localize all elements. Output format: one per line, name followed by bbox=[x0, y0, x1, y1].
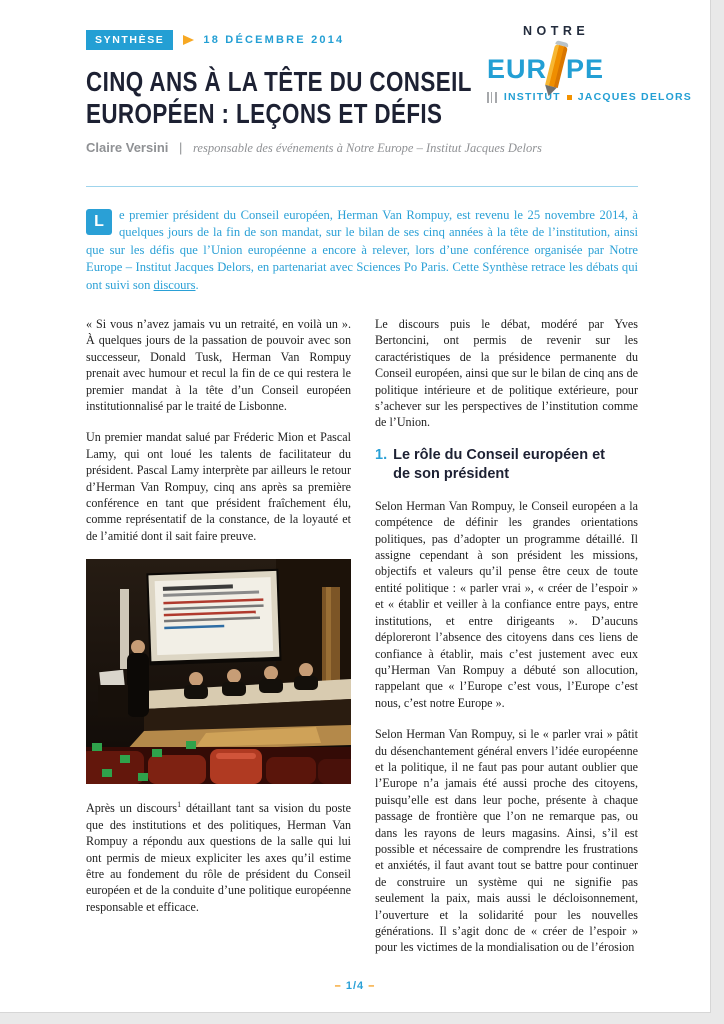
panelist-head bbox=[227, 669, 241, 683]
panelist-body bbox=[222, 682, 246, 696]
section-number: 1. bbox=[375, 446, 388, 463]
speaker-body bbox=[127, 653, 149, 717]
author-line bbox=[86, 140, 638, 156]
left-paragraph-3-text: Après un discours bbox=[86, 801, 178, 816]
separator-line bbox=[86, 186, 638, 187]
logo-jacques-delors-text: JACQUES DELORS bbox=[577, 91, 692, 103]
dropcap: L bbox=[86, 209, 112, 235]
conference-photo-image bbox=[86, 559, 351, 784]
left-column bbox=[86, 316, 351, 971]
panelist-body bbox=[259, 679, 283, 693]
left-paragraph-1: « Si vous n’avez jamais vu un retraité, en voilà un ». À quelques jours de la passation de pouvoir avec son successeur, Donald Tusk, Herman Van Rompuy prenait avec humour et recul la fin de ce qui restera le premier mandat à la tête d’un Conseil européen institutionnalisé par le traité de Lisbonne. bbox=[86, 317, 351, 414]
left-paragraph-3-text-cont: détaillant tant sa vision du poste que des institutions et des politiques, Herman Van Rompuy a répondu aux questions de la salle qui lui ont permis de mieux expliciter les axes qu’il estime être au fondement du rôle de président du Conseil européen et de la conduite d’une politique européenne responsable et efficace. bbox=[86, 801, 351, 914]
left-paragraph-2: Un premier mandat salué par Fréderic Mion et Pascal Lamy, qui ont loué les talents de facilitateur du président. Pascal Lamy interprète par ailleurs le retour d’Herman Van Rompuy, cinq ans après sa première conférence en tant que président fraîchement élu, comme représentatif de la constance, de la loyauté et de l’amitié dont il sait faire preuve. bbox=[86, 430, 351, 543]
page-number: 1/4 bbox=[345, 980, 365, 992]
orange-square-icon bbox=[567, 95, 572, 100]
intro-paragraph bbox=[86, 207, 638, 295]
author-role: responsable des événements à Notre Europe – Institut Jacques Delors bbox=[193, 140, 542, 155]
right-column bbox=[375, 316, 638, 971]
page-title bbox=[86, 66, 566, 130]
arrow-icon bbox=[183, 35, 194, 45]
red-chair bbox=[148, 755, 206, 784]
author-name: Claire Versini bbox=[86, 139, 169, 155]
panelist-head bbox=[189, 672, 203, 686]
logo-institut-text: INSTITUT bbox=[503, 91, 561, 103]
footnote-marker: 1 bbox=[177, 800, 182, 810]
intro-text-end: . bbox=[195, 277, 199, 292]
logo-notre-text: NOTRE bbox=[523, 24, 590, 38]
green-tag bbox=[102, 769, 112, 777]
panelist-body bbox=[184, 685, 208, 699]
green-tag bbox=[152, 749, 162, 757]
page-title-line1: CINQ ANS À LA TÊTE DU CONSEIL bbox=[86, 65, 472, 97]
speaker-head bbox=[131, 640, 145, 654]
footer-dash-left: – bbox=[334, 980, 342, 992]
right-paragraph-2: Selon Herman Van Rompuy, le Conseil européen a la compétence de définir les grandes orientations politiques, pas d’adopter un programme détaillé. Il assigne cependant à son président les missions, objectifs et valeurs qu’il pense être ceux de toute entité politique : « parler vrai », « créer de l’espoir » et « établir et veiller à la confiance entre pays, entre institutions, et entre dirigeants ». D’aucuns déploreront l’absence des citoyens dans ces liens de confiance à établir, mais c’est justement avec eux qu’Herman Van Rompuy a débuté son allocution, rappelant que « l’Europe c’est vous, l’Europe c’est nous, c’est notre Europe ». bbox=[375, 498, 638, 710]
section-heading-1 bbox=[375, 446, 638, 484]
author-separator: | bbox=[179, 139, 183, 155]
panelist-head bbox=[299, 663, 313, 677]
logo-europe-right: PE bbox=[566, 54, 605, 84]
green-tag bbox=[120, 755, 130, 763]
right-paragraph-3: Selon Herman Van Rompuy, si le « parler vrai » pâtit du désenchantement général envers l’idée européenne et la politique, il ne faut pas pour autant oublier que l’Europe n’a jamais été aussi proche des citoyens, puisqu’elle est dans leur poche, présente à chaque passage de frontière que l’on ne remarque pas, ou dans les rayons de leurs magasins. Ainsi, s’il est possible et nécessaire de comprendre les frustrations et anxiétés, il faut avant tout se battre pour continuer de construire un système qui ne signifie pas seulement la paix, mais aussi le décloisonnement, l’ouverture et la solidarité pour les nouvelles générations. Il s’agit donc de « créer de l’espoir » pour les victimes de la mondialisation ou de l’érosion bbox=[375, 727, 638, 955]
green-tag bbox=[138, 773, 148, 781]
logo-europe-left: EUR bbox=[487, 54, 548, 84]
red-chair bbox=[266, 757, 316, 784]
panelist-body bbox=[294, 676, 318, 690]
conference-photo bbox=[86, 559, 351, 784]
footer-dash-right: – bbox=[368, 980, 376, 992]
audience-chairs bbox=[86, 747, 351, 784]
page-title-line2: EUROPÉEN : LEÇONS ET DÉFIS bbox=[86, 97, 443, 129]
section-title: Le rôle du Conseil européen et de son président bbox=[393, 446, 605, 482]
synthese-badge: SYNTHÈSE bbox=[86, 30, 173, 50]
green-tag bbox=[186, 741, 196, 749]
intro-text: e premier président du Conseil européen, Herman Van Rompuy, est revenu le 25 novembre 2014, à quelques jours de la fin de son mandat, sur le bilan de ses cinq années à la tête de l’institution, ainsi que sur les défis que l’Union européenne a encore à relever, lors d’une conférence organisée par Notre Europe – Institut Jacques Delors, en partenariat avec Sciences Po Paris. Cette Synthèse retrace les débats qui ont suivi son bbox=[86, 207, 638, 292]
discours-link[interactable]: discours bbox=[153, 277, 196, 292]
page-footer bbox=[0, 980, 710, 992]
doorway-light bbox=[120, 589, 129, 669]
red-chair bbox=[86, 751, 144, 784]
panelist-head bbox=[264, 666, 278, 680]
red-chair bbox=[318, 759, 351, 784]
red-chair-highlight bbox=[216, 753, 256, 759]
green-tag bbox=[92, 743, 102, 751]
two-column-body bbox=[86, 316, 638, 971]
podium-base bbox=[98, 685, 128, 717]
right-paragraph-1: Le discours puis le débat, modéré par Yves Bertoncini, ont permis de revenir sur les caractéristiques de la présidence permanente du Conseil européen, ainsi que sur le bilan de cinq ans de politique intérieure et de politique extérieure, pour s’achever sur les perspectives de l’institution comme de l’Union. bbox=[375, 317, 638, 430]
left-paragraph-3 bbox=[86, 800, 351, 915]
projection-screen bbox=[146, 569, 281, 666]
publication-date: 18 DÉCEMBRE 2014 bbox=[203, 33, 345, 46]
